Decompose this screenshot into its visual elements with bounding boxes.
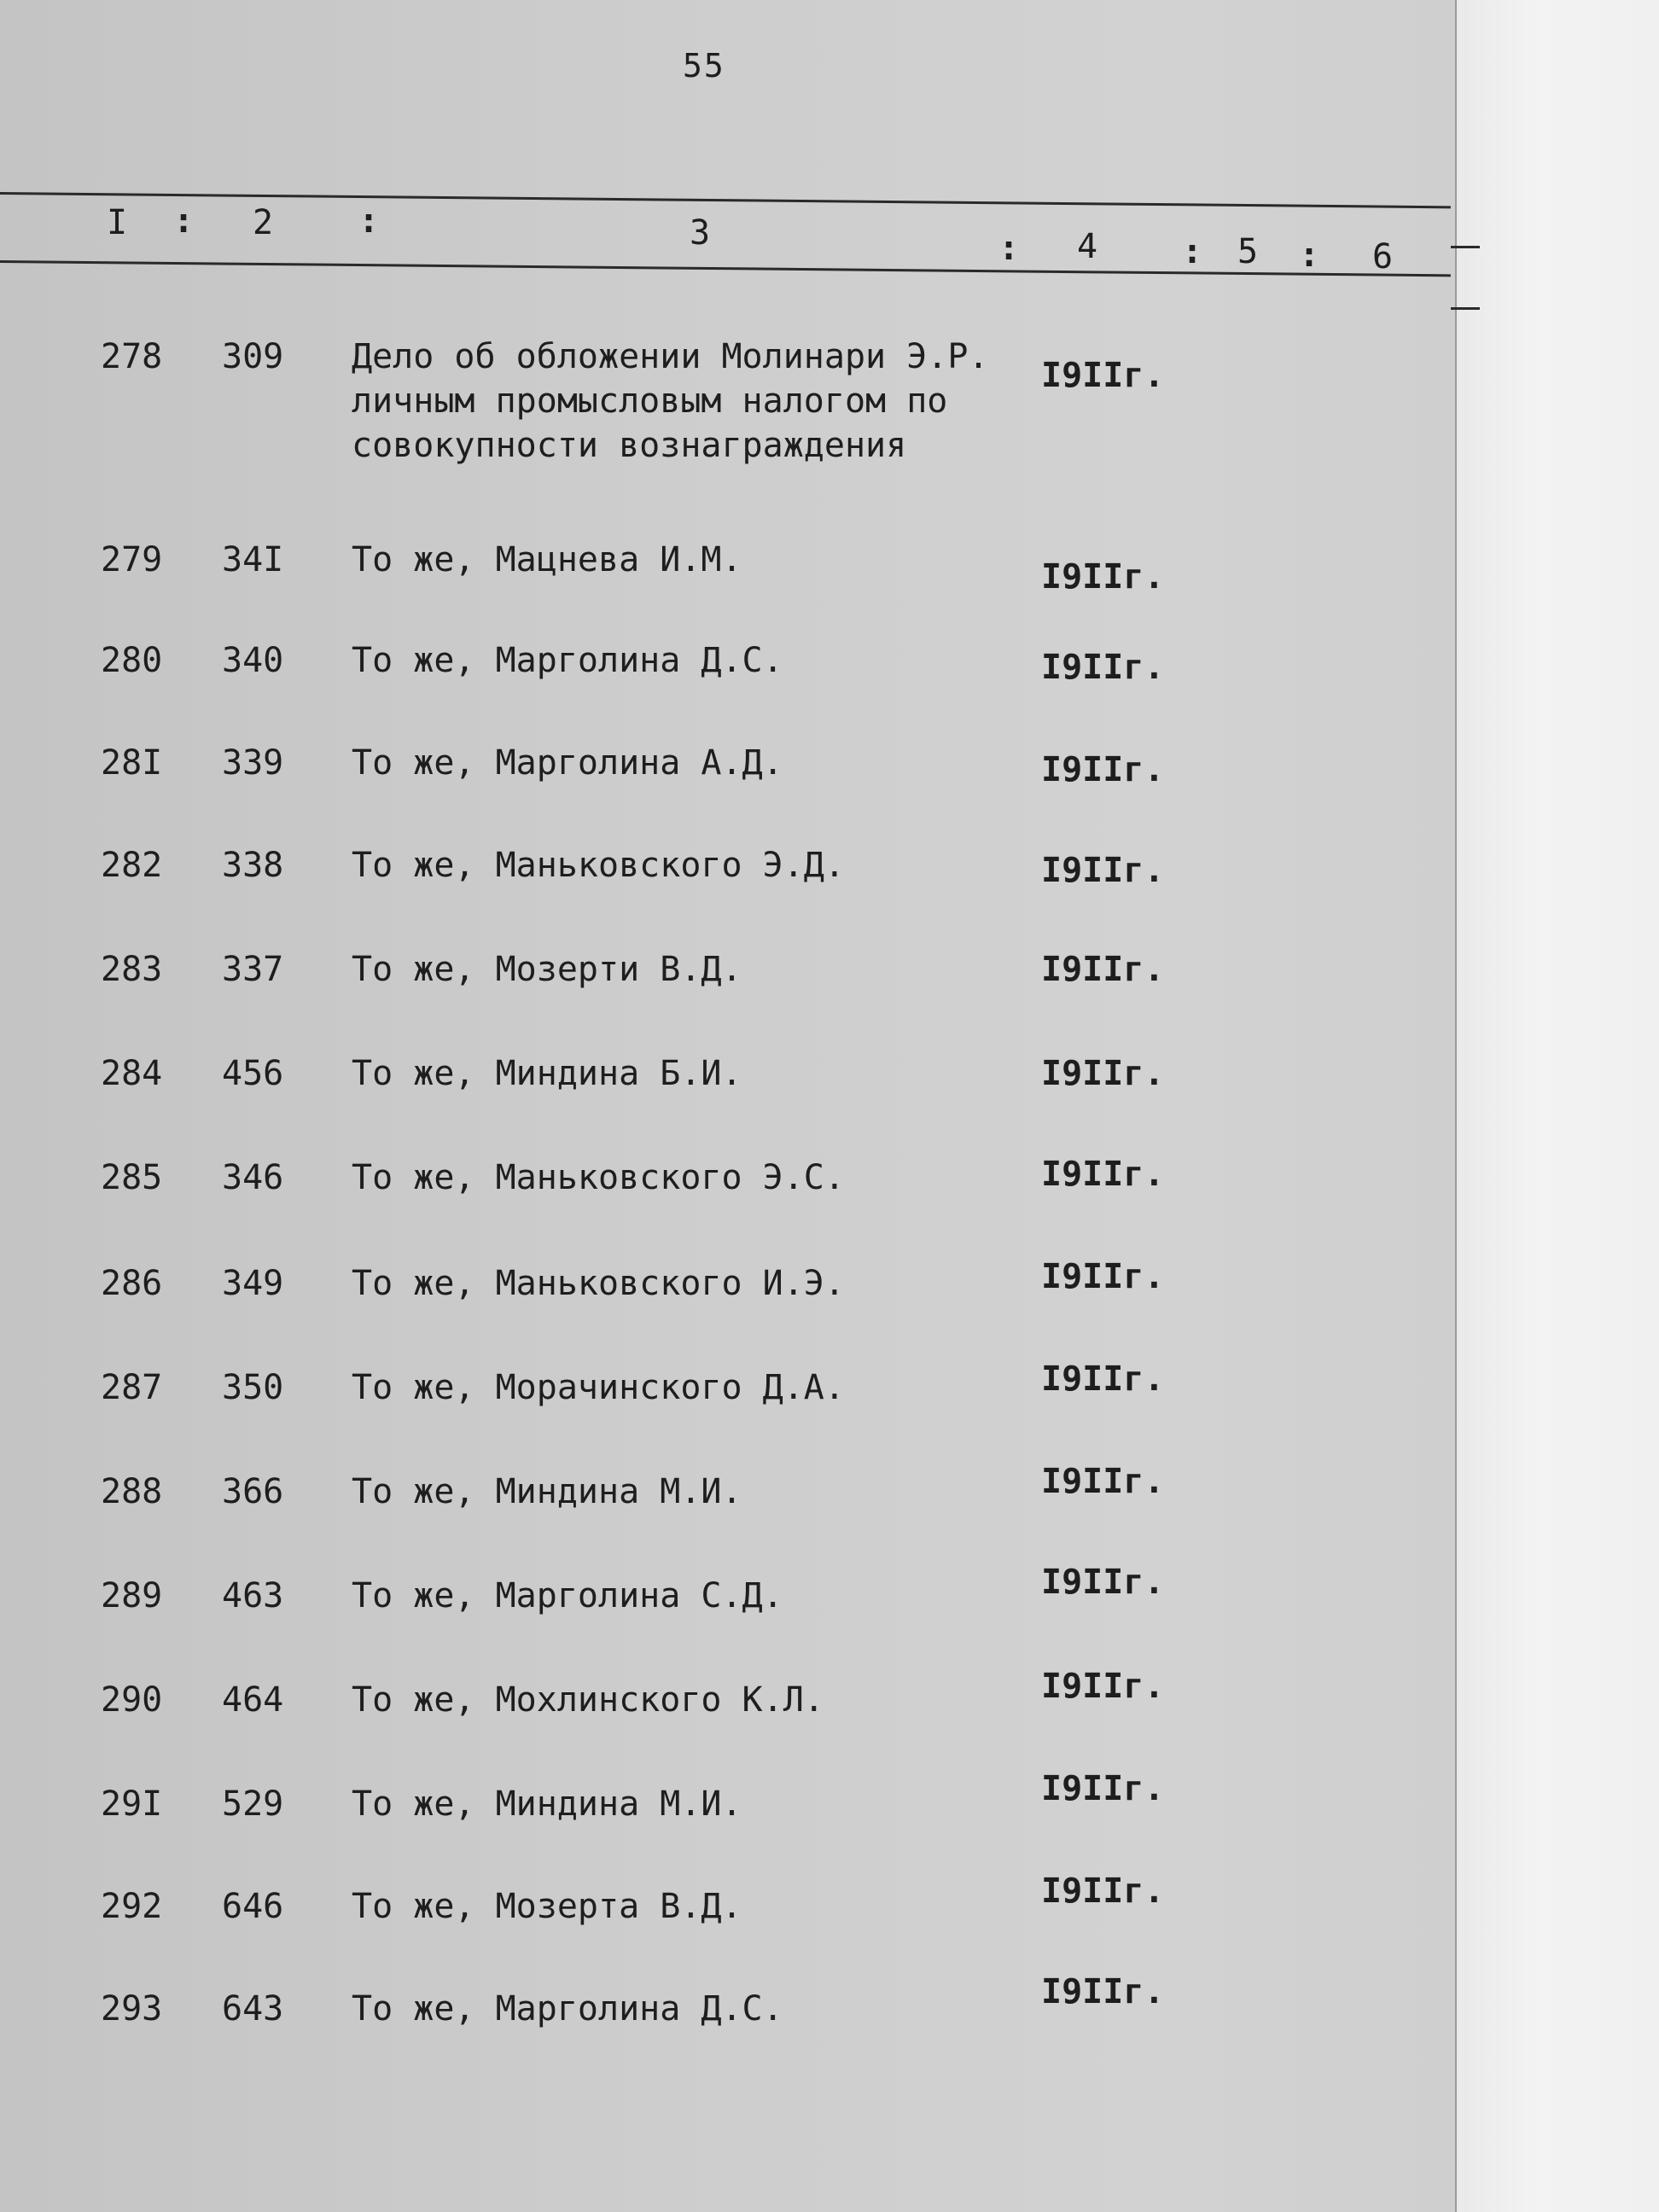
file-title: То же, Маньковского Э.С.	[352, 1158, 845, 1197]
row-number: 28I	[101, 743, 163, 783]
file-date: I9IIг.	[1041, 1257, 1165, 1296]
file-title: То же, Марголина Д.С.	[352, 641, 783, 680]
file-number: 340	[222, 641, 284, 680]
column-separator: :	[1182, 232, 1203, 271]
edge-tick	[1451, 307, 1480, 310]
file-date: I9IIг.	[1041, 648, 1165, 687]
file-number: 346	[222, 1158, 284, 1197]
row-number: 292	[101, 1887, 163, 1926]
file-date: I9IIг.	[1041, 1667, 1165, 1706]
file-number: 337	[222, 950, 284, 989]
column-header-3: 3	[690, 213, 711, 253]
file-number: 350	[222, 1368, 284, 1407]
row-number: 29I	[101, 1784, 163, 1824]
column-header-5: 5	[1237, 232, 1259, 271]
column-separator: :	[173, 201, 195, 241]
file-title: То же, Мозерти В.Д.	[352, 950, 742, 989]
file-date: I9IIг.	[1041, 851, 1165, 890]
file-date: I9IIг.	[1041, 1563, 1165, 1602]
file-number: 646	[222, 1887, 284, 1926]
file-date: I9IIг.	[1041, 1462, 1165, 1501]
column-separator: :	[358, 201, 380, 241]
file-number: 366	[222, 1472, 284, 1511]
row-number: 290	[101, 1680, 163, 1720]
row-number: 280	[101, 641, 163, 680]
file-title: То же, Маньковского Э.Д.	[352, 846, 845, 885]
file-number: 339	[222, 743, 284, 783]
column-header-1: I	[107, 203, 128, 242]
file-number: 464	[222, 1680, 284, 1720]
file-date: I9IIг.	[1041, 1054, 1165, 1093]
file-date: I9IIг.	[1041, 356, 1165, 395]
file-date: I9IIг.	[1041, 1871, 1165, 1911]
row-number: 287	[101, 1368, 163, 1407]
file-title: То же, Мозерта В.Д.	[352, 1887, 742, 1926]
file-number: 456	[222, 1054, 284, 1093]
file-date: I9IIг.	[1041, 750, 1165, 789]
file-title: То же, Миндина М.И.	[352, 1784, 742, 1824]
row-number: 288	[101, 1472, 163, 1511]
row-number: 285	[101, 1158, 163, 1197]
file-number: 349	[222, 1264, 284, 1303]
page-number: 55	[683, 47, 725, 84]
column-separator: :	[998, 229, 1020, 268]
file-title: То же, Мацнева И.М.	[352, 540, 742, 579]
file-date: I9IIг.	[1041, 1769, 1165, 1808]
file-date: I9IIг.	[1041, 1359, 1165, 1399]
row-number: 293	[101, 1989, 163, 2029]
file-title: То же, Миндина М.И.	[352, 1472, 742, 1511]
file-title: То же, Маньковского И.Э.	[352, 1264, 845, 1303]
column-header-2: 2	[253, 203, 274, 242]
column-header-6: 6	[1372, 237, 1394, 276]
column-header-4: 4	[1077, 227, 1098, 266]
row-number: 289	[101, 1576, 163, 1615]
file-number: 529	[222, 1784, 284, 1824]
file-date: I9IIг.	[1041, 950, 1165, 989]
file-title: Дело об обложении Молинари Э.Р. личным промысловым налогом по совокупности вознаграждения	[352, 337, 989, 465]
file-title: То же, Мохлинского К.Л.	[352, 1680, 824, 1720]
file-date: I9IIг.	[1041, 1972, 1165, 2011]
file-title: То же, Морачинского Д.А.	[352, 1368, 845, 1407]
file-date: I9IIг.	[1041, 557, 1165, 597]
column-separator: :	[1299, 236, 1320, 275]
row-number: 286	[101, 1264, 163, 1303]
row-number: 279	[101, 540, 163, 579]
file-date: I9IIг.	[1041, 1155, 1165, 1194]
file-title: То же, Марголина Д.С.	[352, 1989, 783, 2029]
file-title: То же, Марголина А.Д.	[352, 743, 783, 783]
file-number: 309	[222, 337, 284, 376]
file-title: То же, Марголина С.Д.	[352, 1576, 783, 1615]
row-number: 282	[101, 846, 163, 885]
file-number: 338	[222, 846, 284, 885]
file-number: 463	[222, 1576, 284, 1615]
file-title: То же, Миндина Б.И.	[352, 1054, 742, 1093]
row-number: 278	[101, 337, 163, 376]
underlying-sheet	[1455, 0, 1659, 2212]
row-number: 283	[101, 950, 163, 989]
file-number: 643	[222, 1989, 284, 2029]
row-number: 284	[101, 1054, 163, 1093]
edge-tick	[1451, 246, 1480, 248]
file-number: 34I	[222, 540, 284, 579]
